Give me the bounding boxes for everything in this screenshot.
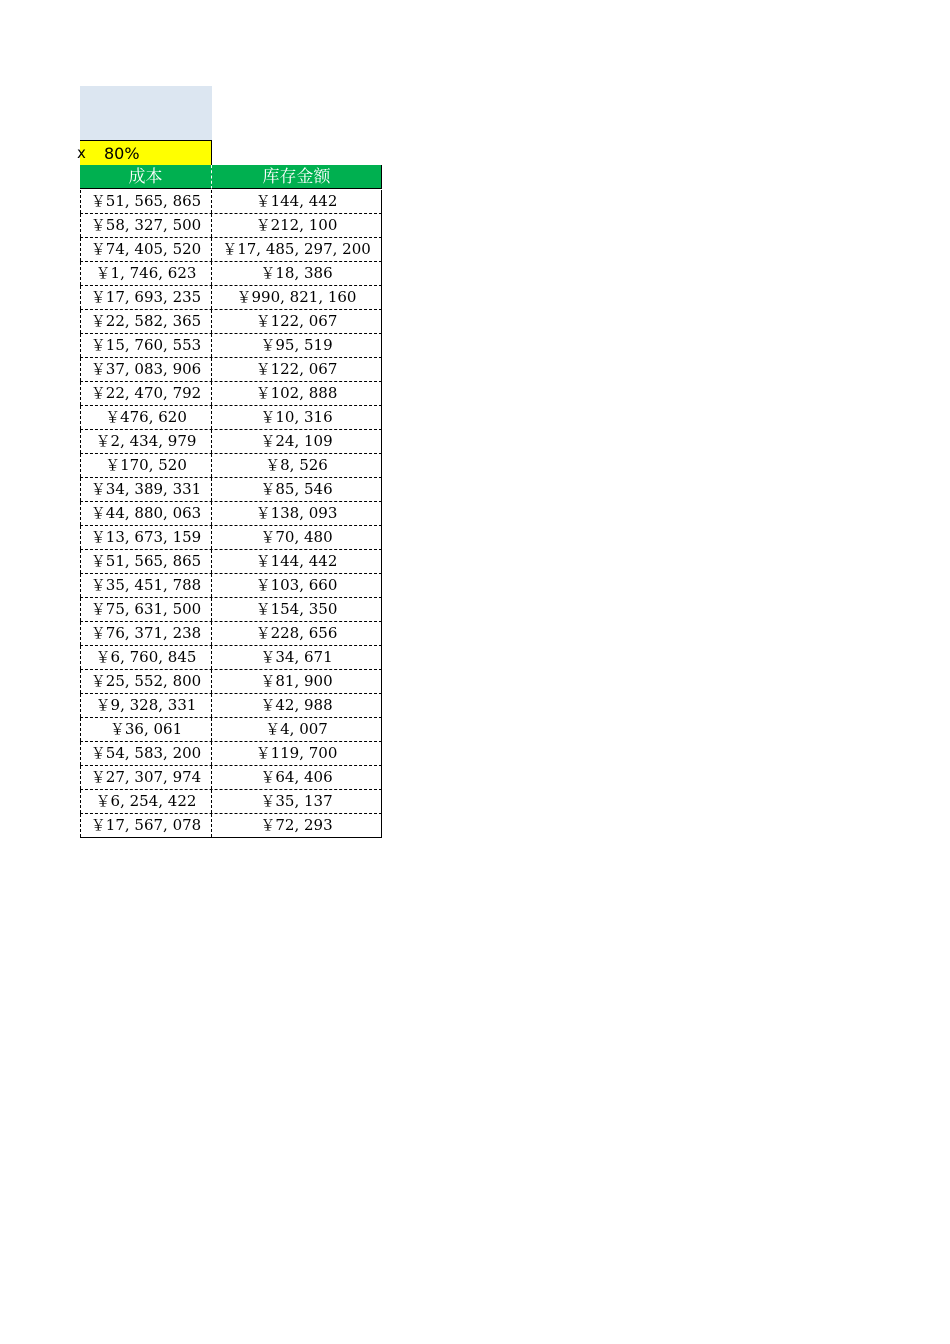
table-row [80,358,382,382]
cost-cell[interactable]: ￥476, 620 [80,406,212,429]
cost-cell[interactable]: ￥37, 083, 906 [80,358,212,381]
inventory-amount-cell[interactable]: ￥10, 316 [212,406,382,429]
cost-cell[interactable]: ￥9, 328, 331 [80,694,212,717]
cost-cell[interactable]: ￥75, 631, 500 [80,598,212,621]
cost-cell[interactable]: ￥170, 520 [80,454,212,477]
cost-cell[interactable]: ￥25, 552, 800 [80,670,212,693]
table-row [80,598,382,622]
cost-cell[interactable]: ￥27, 307, 974 [80,766,212,789]
table-row [80,214,382,238]
inventory-amount-cell[interactable]: ￥17, 485, 297, 200 [212,238,382,261]
inventory-amount-cell[interactable]: ￥85, 546 [212,478,382,501]
inventory-amount-cell[interactable]: ￥95, 519 [212,334,382,357]
cost-cell[interactable]: ￥22, 470, 792 [80,382,212,405]
table-row [80,550,382,574]
table-row [80,454,382,478]
table-row [80,670,382,694]
cost-cell[interactable]: ￥54, 583, 200 [80,742,212,765]
table-row [80,574,382,598]
percent-value: 80% [104,144,140,163]
inventory-amount-cell[interactable]: ￥228, 656 [212,622,382,645]
table-row [80,406,382,430]
table-row [80,262,382,286]
cost-cell[interactable]: ￥74, 405, 520 [80,238,212,261]
inventory-amount-cell[interactable]: ￥18, 386 [212,262,382,285]
table-row [80,526,382,550]
clipped-label: x [77,144,86,162]
cost-cell[interactable]: ￥44, 880, 063 [80,502,212,525]
table-header [80,165,382,189]
inventory-amount-cell[interactable]: ￥144, 442 [212,190,382,213]
cost-cell[interactable]: ￥35, 451, 788 [80,574,212,597]
cost-cell[interactable]: ￥1, 746, 623 [80,262,212,285]
table-row [80,310,382,334]
cost-cell[interactable]: ￥13, 673, 159 [80,526,212,549]
cost-cell[interactable]: ￥34, 389, 331 [80,478,212,501]
table-row [80,286,382,310]
table-row [80,766,382,790]
cost-cell[interactable]: ￥51, 565, 865 [80,550,212,573]
inventory-amount-cell[interactable]: ￥154, 350 [212,598,382,621]
table-row [80,502,382,526]
table-row [80,790,382,814]
cost-cell[interactable]: ￥6, 760, 845 [80,646,212,669]
cost-cell[interactable]: ￥58, 327, 500 [80,214,212,237]
inventory-amount-cell[interactable]: ￥122, 067 [212,310,382,333]
inventory-amount-cell[interactable]: ￥103, 660 [212,574,382,597]
inventory-amount-cell[interactable]: ￥122, 067 [212,358,382,381]
inventory-amount-cell[interactable]: ￥119, 700 [212,742,382,765]
light-blue-cell-block [80,86,212,140]
cost-cell[interactable]: ￥22, 582, 365 [80,310,212,333]
cost-cell[interactable]: ￥2, 434, 979 [80,430,212,453]
inventory-amount-cell[interactable]: ￥72, 293 [212,814,382,837]
inventory-amount-cell[interactable]: ￥990, 821, 160 [212,286,382,309]
table-row [80,190,382,214]
table-row [80,622,382,646]
inventory-amount-cell[interactable]: ￥70, 480 [212,526,382,549]
table-row [80,718,382,742]
inventory-amount-cell[interactable]: ￥81, 900 [212,670,382,693]
table-row [80,694,382,718]
table-row [80,430,382,454]
inventory-amount-cell[interactable]: ￥34, 671 [212,646,382,669]
cost-cell[interactable]: ￥36, 061 [80,718,212,741]
inventory-amount-cell[interactable]: ￥4, 007 [212,718,382,741]
cost-cell[interactable]: ￥17, 567, 078 [80,814,212,837]
table-row [80,646,382,670]
header-inventory-amount[interactable]: 库存金额 [212,165,382,189]
cost-cell[interactable]: ￥51, 565, 865 [80,190,212,213]
cost-cell[interactable]: ￥76, 371, 238 [80,622,212,645]
inventory-amount-cell[interactable]: ￥102, 888 [212,382,382,405]
cost-cell[interactable]: ￥6, 254, 422 [80,790,212,813]
inventory-amount-cell[interactable]: ￥24, 109 [212,430,382,453]
inventory-amount-cell[interactable]: ￥212, 100 [212,214,382,237]
percent-cell[interactable] [77,140,212,166]
table-row [80,334,382,358]
table-row [80,382,382,406]
inventory-amount-cell[interactable]: ￥42, 988 [212,694,382,717]
inventory-amount-cell[interactable]: ￥8, 526 [212,454,382,477]
cost-cell[interactable]: ￥15, 760, 553 [80,334,212,357]
header-cost[interactable]: 成本 [80,165,212,189]
inventory-amount-cell[interactable]: ￥138, 093 [212,502,382,525]
table-row [80,478,382,502]
cost-cell[interactable]: ￥17, 693, 235 [80,286,212,309]
table-row [80,742,382,766]
table-row [80,814,382,838]
inventory-amount-cell[interactable]: ￥35, 137 [212,790,382,813]
inventory-amount-cell[interactable]: ￥64, 406 [212,766,382,789]
table-body [80,190,382,838]
inventory-amount-cell[interactable]: ￥144, 442 [212,550,382,573]
table-row [80,238,382,262]
